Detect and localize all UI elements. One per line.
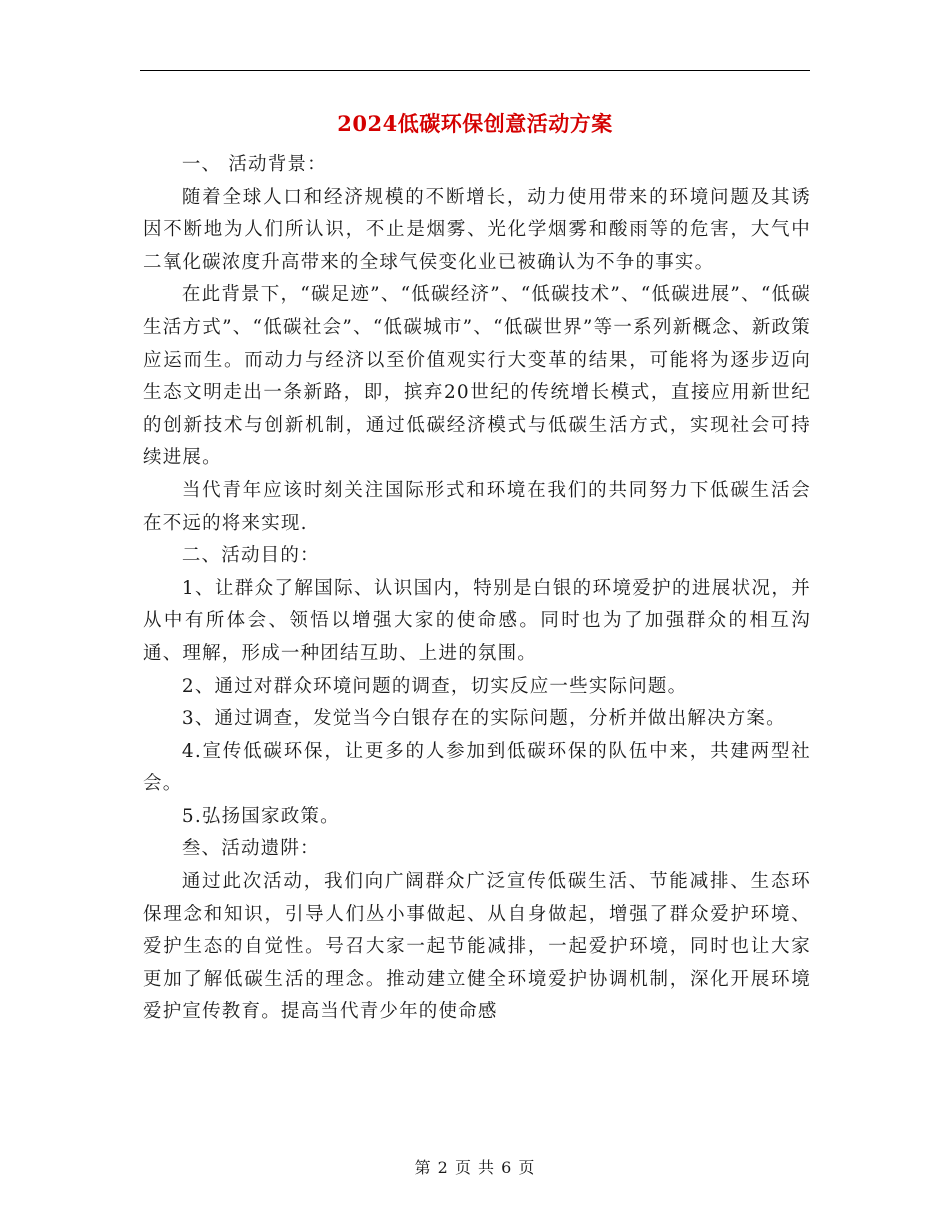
document-body: [143, 149, 811, 1029]
document-title: 2024低碳环保创意活动方案: [337, 111, 613, 136]
paragraph: 当代青年应该时刻关注国际形式和环境在我们的共同努力下低碳生活会在不远的将来实现.: [143, 479, 811, 534]
list-item: 5.弘扬国家政策。: [181, 805, 340, 827]
section-heading-outcome: 叁、活动遗阱：: [181, 838, 320, 860]
list-item: 3、通过调查，发觉当今白银存在的实际问题，分析并做出解决方案。: [181, 708, 786, 730]
header-rule: [140, 70, 810, 71]
page-number: 第 2 页 共 6 页: [414, 1158, 536, 1177]
list-item: 1、让群众了解国际、认识国内，特别是白银的环境爱护的进展状况，并从中有所体会、领悟以增强大家的使命感。同时也为了加强群众的相互沟通、理解，形成一种团结互助、上进的氛围。: [143, 577, 811, 664]
paragraph: 随着全球人口和经济规模的不断增长，动力使用带来的环境问题及其诱因不断地为人们所认识，不止是烟雾、光化学烟雾和酸雨等的危害，大气中二氧化碳浓度升高带来的全球气侯变化业已被确认为不争的事实。: [143, 186, 811, 273]
section-heading-background: 一、 活动背景：: [181, 154, 327, 175]
list-item: 4.宣传低碳环保，让更多的人参加到低碳环保的队伍中来，共建两型社会。: [143, 740, 811, 795]
list-item: 2、通过对群众环境问题的调查，切实反应一些实际问题。: [181, 675, 688, 697]
paragraph: 通过此次活动，我们向广阔群众广泛宣传低碳生活、节能减排、生态环保理念和知识，引导人们丛小事做起、从自身做起，增强了群众爱护环境、爱护生态的自觉性。号召大家一起节能减排，一起爱护环境，同时也让大家更加了解低碳生活的理念。推动建立健全环境爱护协调机制，深化开展环境爱护宣传教育。提高当代青少年的使命感: [143, 871, 811, 1023]
paragraph: 在此背景下，“碳足迹”、“低碳经济”、“低碳技术”、“低碳进展”、“低碳生活方式”、“低碳社会”、“低碳城市”、“低碳世界”等一系列新概念、新政策应运而生。而动力与经济以至价值观实行大变革的结果，可能将为逐步迈向生态文明走出一条新路，即，摈弃20世纪的传统增长模式，直接应用新世纪的创新技术与创新机制，通过低碳经济模式与低碳生活方式，实现社会可持续进展。: [143, 284, 811, 469]
section-heading-purpose: 二、活动目的：: [181, 545, 320, 567]
